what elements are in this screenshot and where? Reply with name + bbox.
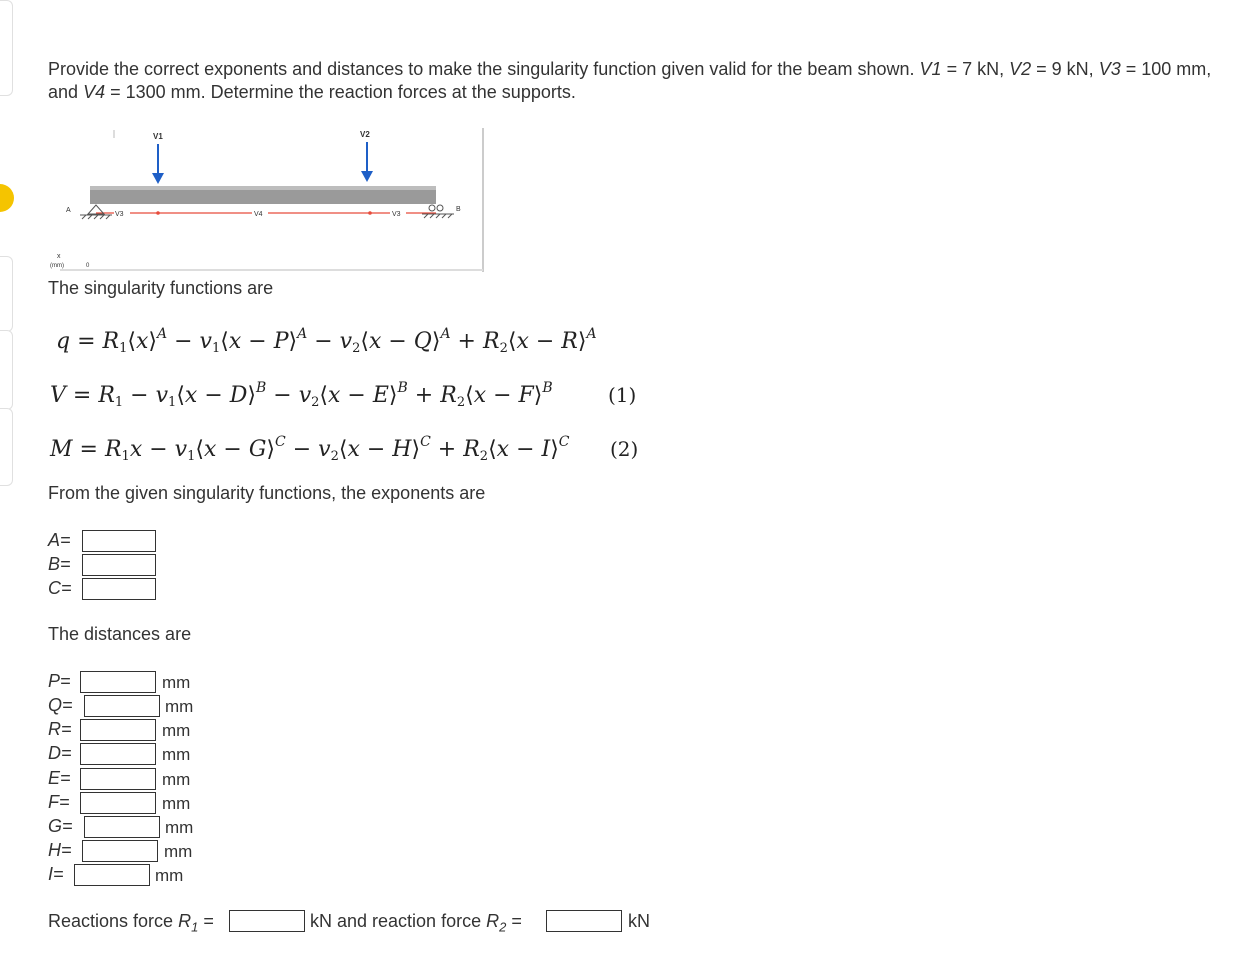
load-label-v1: V1 [153, 132, 163, 141]
distance-unit-i: mm [155, 866, 184, 885]
distance-label-p: P= [48, 671, 71, 691]
equation-number-1: (1) [608, 383, 637, 407]
distance-unit-e: mm [162, 770, 191, 789]
distance-label-d: D= [48, 743, 72, 763]
problem-statement: Provide the correct exponents and distances to make the singularity function given valid for the beam shown. V1 = 7 kN, V2 = 9 kN, V3 = 100 mm, and V4 = 1300 mm. Determine the reaction forces at the supports. [48, 59, 1212, 102]
distance-p-input[interactable] [80, 671, 156, 693]
left-panel-tab [0, 0, 13, 96]
distance-unit-p: mm [162, 673, 191, 692]
left-panel-tab [0, 256, 13, 332]
reaction-r2-label: kN and reaction force $R_2$ = [310, 911, 522, 935]
exponent-label-a: A= [48, 530, 71, 550]
distance-d-input[interactable] [80, 743, 156, 765]
distance-label-r: R= [48, 719, 72, 739]
distance-r-input[interactable] [80, 719, 156, 741]
distance-unit-q: mm [165, 697, 194, 716]
dim-label-right: V3 [392, 211, 401, 218]
axis-unit-label: (mm) [50, 263, 64, 269]
distance-f-input[interactable] [80, 792, 156, 814]
equation-m: $M = R_1x$ − $v_1⟨x$ − G⟩$^C$ − $v_2⟨x$ − H⟩$^C$ + $R_2⟨x$ − I⟩$^C$ [50, 434, 570, 464]
equation-v: $V = R_1$ − $v_1⟨x$ − D⟩$^B$ − $v_2⟨x$ − E⟩$^B$ + $R_2⟨x$ − F⟩$^B$ [50, 380, 553, 410]
exponent-a-input[interactable] [82, 530, 156, 552]
distance-i-input[interactable] [74, 864, 150, 886]
distance-q-input[interactable] [84, 695, 160, 717]
distance-unit-h: mm [164, 842, 193, 861]
distance-label-h: H= [48, 840, 72, 860]
singularity-heading: The singularity functions are [48, 278, 274, 298]
reaction-r1-input[interactable] [229, 910, 305, 932]
distance-g-input[interactable] [84, 816, 160, 838]
support-b-label: B [456, 206, 461, 213]
distance-unit-f: mm [162, 794, 191, 813]
distance-h-input[interactable] [82, 840, 158, 862]
exponent-label-b: B= [48, 554, 71, 574]
distance-label-e: E= [48, 768, 71, 788]
distance-label-f: F= [48, 792, 70, 812]
beam-figure [40, 118, 500, 278]
reaction-r1-label: Reactions force $R_1$ = [48, 911, 214, 935]
distance-e-input[interactable] [80, 768, 156, 790]
distance-label-q: Q= [48, 695, 73, 715]
dim-label-left: V3 [115, 211, 124, 218]
left-panel-tab [0, 330, 13, 410]
distance-unit-g: mm [165, 818, 194, 837]
reaction-r2-unit: kN [628, 911, 650, 931]
equation-number-2: (2) [610, 437, 639, 461]
exponent-b-input[interactable] [82, 554, 156, 576]
support-a-label: A [66, 207, 71, 214]
progress-dot[interactable] [0, 184, 14, 212]
distance-unit-d: mm [162, 745, 191, 764]
axis-x-label: x [57, 253, 61, 260]
dim-label-mid: V4 [254, 211, 263, 218]
reaction-r2-input[interactable] [546, 910, 622, 932]
exponent-label-c: C= [48, 578, 72, 598]
load-label-v2: V2 [360, 130, 370, 139]
equation-q: $q = R_1⟨x⟩^A$ − $v_1⟨x$ − P⟩$^A$ − $v_2⟨x$ − Q⟩$^A$ + $R_2⟨x$ − R⟩$^A$ [56, 326, 597, 356]
exponent-c-input[interactable] [82, 578, 156, 600]
exponents-heading: From the given singularity functions, the exponents are [48, 483, 486, 503]
distance-label-i: I= [48, 864, 64, 884]
axis-origin-label: 0 [86, 263, 90, 269]
distance-label-g: G= [48, 816, 73, 836]
left-panel-tab [0, 408, 13, 486]
distances-heading: The distances are [48, 624, 192, 644]
distance-unit-r: mm [162, 721, 191, 740]
